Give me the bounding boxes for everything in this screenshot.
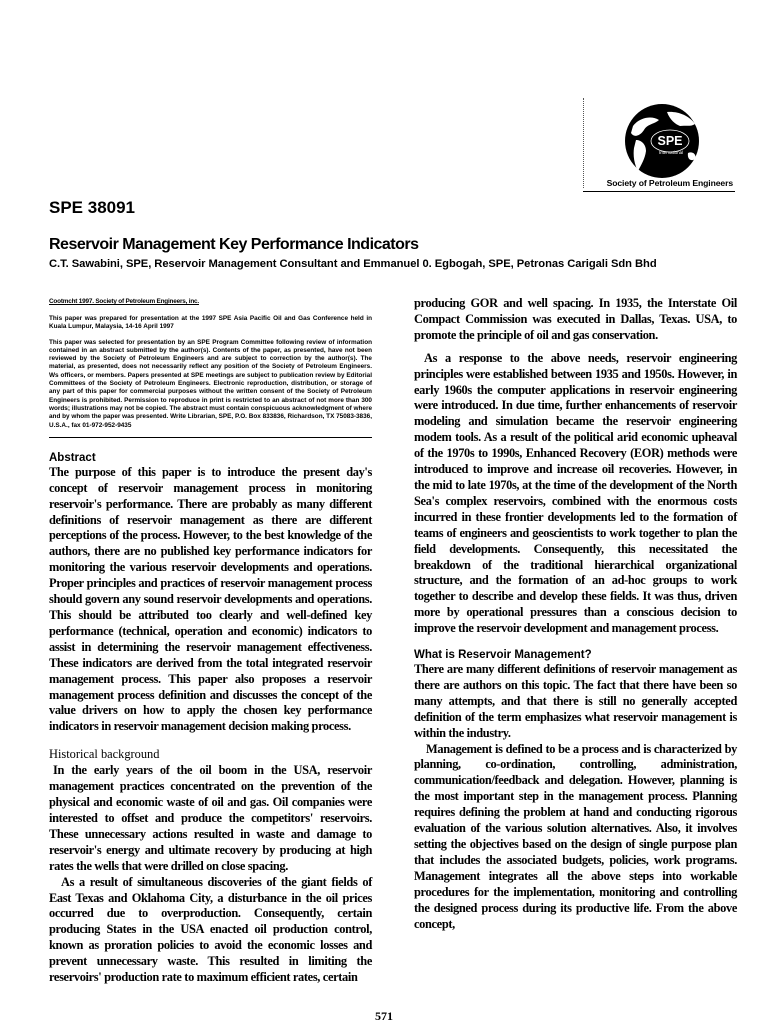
copyright-line: Cootmcht 1997. Society of Petroleum Engineers, inc. <box>49 298 199 305</box>
presentation-notice: This paper was prepared for presentation at the 1997 SPE Asia Pacific Oil and Gas Conference held in Kuala Lumpur, Malaysia, 14-16 April 1997 <box>49 315 372 331</box>
historical-section <box>49 763 372 986</box>
abstract-heading: Abstract <box>49 451 96 464</box>
emblem-subtext: International <box>658 150 684 155</box>
logo-frame-line <box>583 98 585 188</box>
what-is-paragraph-2: Management is defined to be a process and is characterized by planning, co-ordination, controlling, administration, communication/feedback and delegation. However, planning is the most important step in the management process. Planning requires defining the problem at hand and conducting rigorous evaluation of the various solution alternatives. Also, it involves setting the objectives based on the design of single purpose plan that includes the associated budgets, policies, work programs. Management integrates all the above steps into workable procedures for the implementation, monitoring and controlling the designed process during its productive life. From the above concept, <box>414 741 737 931</box>
historical-heading: Historical background <box>49 747 160 762</box>
globe-icon <box>589 102 729 180</box>
notice-divider <box>49 437 372 438</box>
emblem-text: SPE <box>657 134 683 148</box>
review-notice: This paper was selected for presentation by an SPE Program Committee following review of information contained in an abstract submitted by the author(s). Contents of the paper, as presented, have not been reviewed by the Society of Petroleum Engineers and are subject to correction by the author(s). The material, as presented, does not necessarily reflect any position of the Society of Petroleum Engineers. Ws officers, or members. Papers presented at SPE meetings are subject to publication review by Editorial Committees of the Society of Petroleum Engineers. Electronic reproduction, distribution, or storage of any part of this paper for commercial purposes without the written consent of the Society of Petroleum Engineers is prohibited. Permission to reproduce in print is restricted to an abstract of not more than 300 words; illustrations may not be copied. The abstract must contain conspicuous acknowledgment of where and by whom the paper was presented. Write Librarian, SPE, P.O. Box 833836, Richardson, TX 75083-3836, U.S.A., fax 01-972-952-9435 <box>49 338 372 429</box>
what-is-section <box>414 662 737 932</box>
logo-caption: Society of Petroleum Engineers <box>606 178 733 188</box>
right-column <box>414 296 737 932</box>
historical-continued: producing GOR and well spacing. In 1935, the Interstate Oil Compact Commission was executed in Dallas, Texas. USA, to promote the principle of oil and gas conservation. <box>414 296 737 342</box>
historical-paragraph-3: As a response to the above needs, reservoir engineering principles were established between 1935 and 1950s. However, in early 1960s the computer applications in reservoir engineering were introduced. In due time, further enhancements of reservoir modeling and simulation became the reservoir engineering modem tools. As a result of the political arid economic upheaval of the 1970s to 1990s, Enhanced Recovery (EOR) methods were introduced to improve and increase oil recoveries. However, in the mid to late 1970s, at the time of the development of the North Sea's complex reservoirs, combined with the enormous costs incurred in these frontier developments led to the formation of teams of engineers and geoscientists to work together to plan the field developments. Consequently, this necessitated the breakdown of the traditional hierarchical organizational structure, and the formation of an ad-hoc groups to work together to describe and develop these fields. It was thus, driven more by operational pressures than a conscious decision to improve the reservoir development and management process. <box>414 350 737 636</box>
spe-logo <box>583 98 735 194</box>
left-column <box>49 298 372 986</box>
logo-rule <box>583 191 735 192</box>
historical-paragraph-2: As a result of simultaneous discoveries of the giant fields of East Texas and Oklahoma City, a disturbance in the oil prices occurred due to overproduction. Consequently, certain producing States in the USA enacted oil production control, known as proration policies to avoid the economic losses and prevent unnecessary waste. This resulted in limiting the reservoirs' production rate to maximum efficient rates, certain <box>49 874 372 985</box>
authors-line: C.T. Sawabini, SPE, Reservoir Management Consultant and Emmanuel 0. Egbogah, SPE, Petronas Carigali Sdn Bhd <box>49 258 657 270</box>
historical-paragraph-1: In the early years of the oil boom in the USA, reservoir management practices concentrated on the prevention of the physical and economic waste of oil and gas. Oil companies were interested to offset and produce the competitors' reservoirs. These unnecessary actions resulted in waste and damage to reservoir's energy and ultimate recovery by producing at high rates the wells that were drilled on close spacing. <box>49 763 372 873</box>
what-is-paragraph-1: There are many different definitions of reservoir management as there are authors on this topic. The fact that there have been so many attempts, and that there is still no generally accepted definition of the term emphasizes what reservoir management is within the industry. <box>414 662 737 740</box>
what-is-heading: What is Reservoir Management? <box>414 649 592 662</box>
page-number: 571 <box>375 1009 393 1023</box>
paper-number: SPE 38091 <box>49 198 136 217</box>
abstract-text: The purpose of this paper is to introduce the present day's concept of reservoir management process in monitoring reservoir's performance. There are probably as many different definitions of reservoir management as there are different perceptions of the process. However, to the best knowledge of the authors, there are no published key performance indicators for monitoring the various reservoir developments and operations. Proper principles and practices of reservoir management process should govern any sound reservoir developments and operations. This should be attributed too clearly and well-defined key performance (technical, operation and economic) indicators to assist in determining the reservoir management effectiveness. These indicators are derived from the total integrated reservoir management process. This paper also proposes a reservoir management process definition and discusses the concept of the value drivers on how to apply the chosen key performance indicators in reservoir management decision making process. <box>49 464 372 734</box>
paper-title: Reservoir Management Key Performance Indicators <box>49 236 419 253</box>
